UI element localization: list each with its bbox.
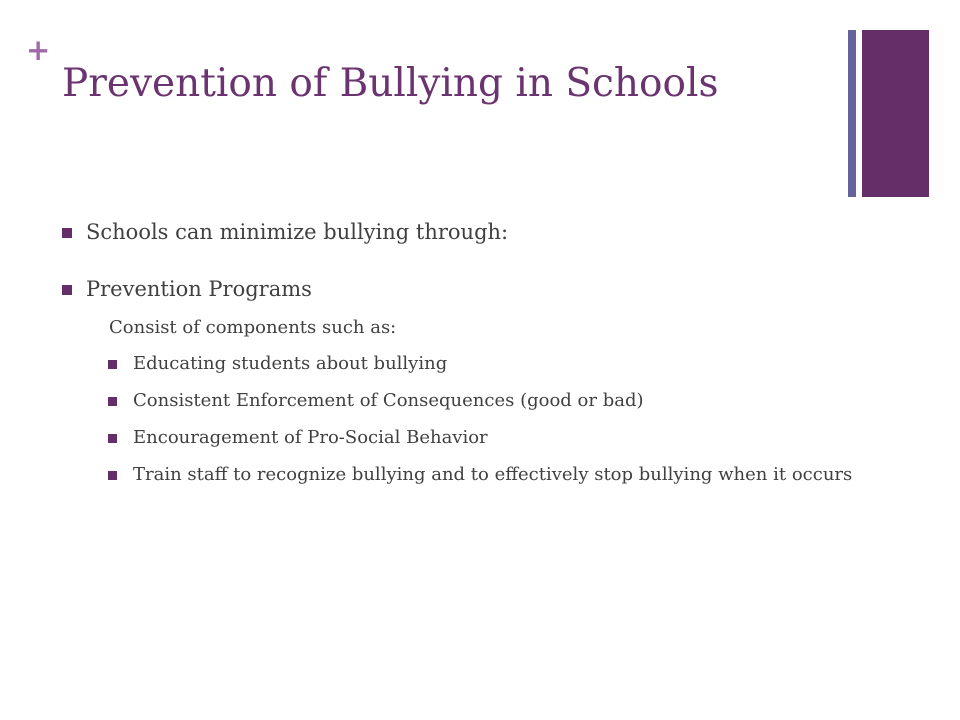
- square-bullet-icon: [108, 434, 117, 443]
- plus-mark: +: [26, 33, 51, 67]
- square-bullet-icon: [108, 471, 117, 480]
- bullet-text: Prevention Programs: [86, 277, 312, 301]
- components-note: Consist of components such as:: [109, 317, 397, 338]
- sub-bullet-text: Train staff to recognize bullying and to effectively stop bullying when it occurs: [133, 464, 853, 485]
- bullet-text: Schools can minimize bullying through:: [86, 220, 509, 244]
- square-bullet-icon: [108, 360, 117, 369]
- sub-bullet-text: Educating students about bullying: [133, 353, 448, 374]
- square-bullet-icon: [108, 397, 117, 406]
- sub-bullet-text: Encouragement of Pro-Social Behavior: [133, 427, 488, 448]
- square-bullet-icon: [62, 285, 72, 295]
- slide-title: Prevention of Bullying in Schools: [62, 61, 719, 106]
- square-bullet-icon: [62, 228, 72, 238]
- sub-bullet-text: Consistent Enforcement of Consequences (good or bad): [133, 390, 644, 411]
